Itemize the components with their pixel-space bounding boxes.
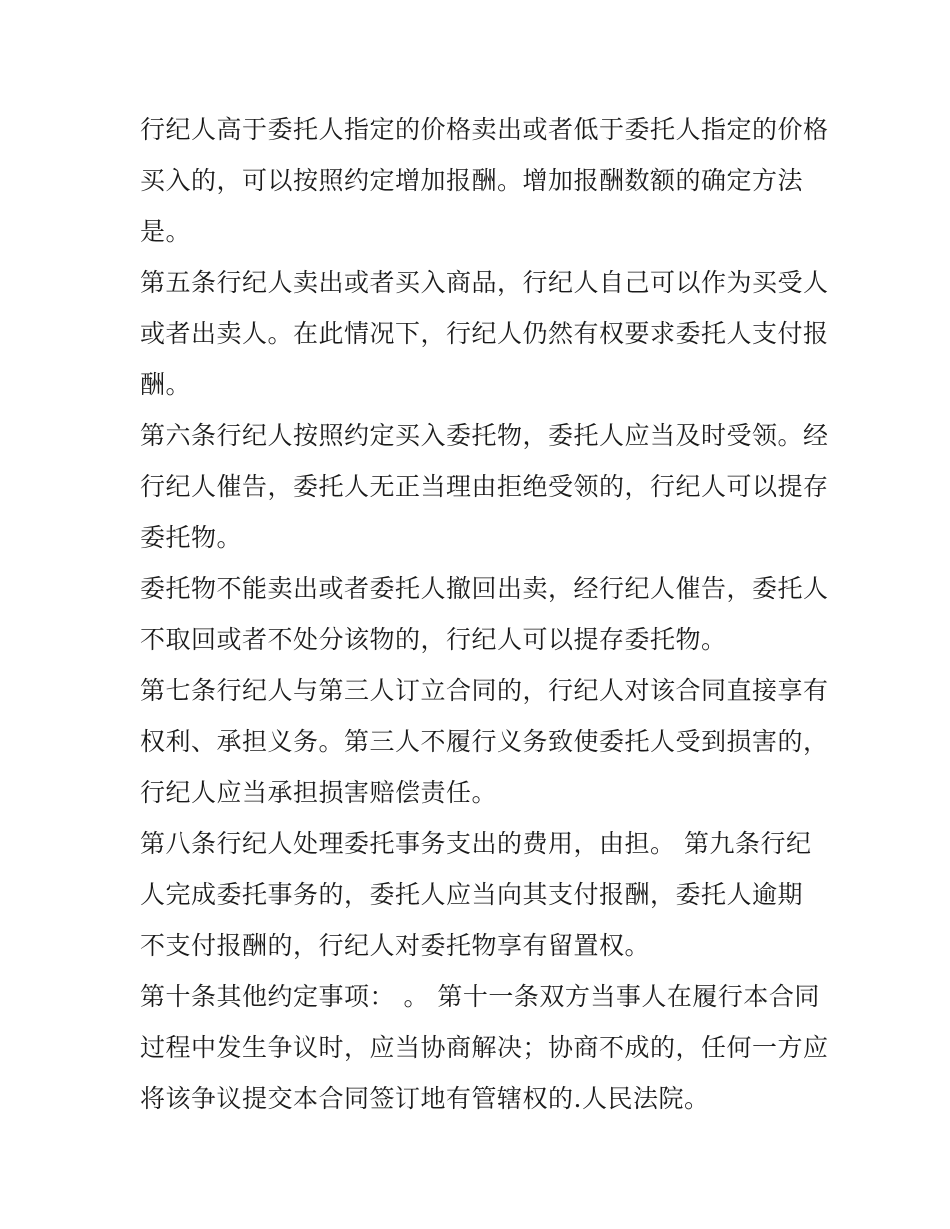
text-line: 人完成委托事务的，委托人应当向其支付报酬，委托人逾期 — [140, 880, 804, 909]
text-line: 委托物。 — [140, 523, 243, 552]
text-line: 第五条行纪人卖出或者买入商品，行纪人自己可以作为买受人 — [140, 268, 829, 297]
text-line: 第六条行纪人按照约定买入委托物，委托人应当及时受领。经 — [140, 421, 829, 450]
text-line: 不支付报酬的，行纪人对委托物享有留置权。 — [140, 931, 651, 960]
text-line: 行纪人催告，委托人无正当理由拒绝受领的，行纪人可以提存 — [140, 472, 829, 501]
text-line: 是。 — [140, 217, 192, 246]
text-line: 买入的，可以按照约定增加报酬。增加报酬数额的确定方法 — [140, 166, 804, 195]
text-line: 酬。 — [140, 370, 192, 399]
text-line: 第十条其他约定事项： 。 第十一条双方当事人在履行本合同 — [140, 982, 820, 1011]
text-line: 或者出卖人。在此情况下，行纪人仍然有权要求委托人支付报 — [140, 319, 829, 348]
text-line: 行纪人应当承担损害赔偿责任。 — [140, 778, 498, 807]
text-line: 行纪人高于委托人指定的价格卖出或者低于委托人指定的价格 — [140, 115, 829, 144]
text-line: 委托物不能卖出或者委托人撤回出卖，经行纪人催告，委托人 — [140, 574, 829, 603]
text-line: 第七条行纪人与第三人订立合同的，行纪人对该合同直接享有 — [140, 676, 829, 705]
text-line: 第八条行纪人处理委托事务支出的费用，由担。 第九条行纪 — [140, 829, 812, 858]
text-line: 不取回或者不处分该物的，行纪人可以提存委托物。 — [140, 625, 727, 654]
text-line: 将该争议提交本合同签订地有管辖权的.人民法院。 — [140, 1084, 710, 1113]
text-line: 过程中发生争议时，应当协商解决；协商不成的，任何一方应 — [140, 1033, 829, 1062]
document-body — [140, 104, 829, 1124]
text-line: 权利、承担义务。第三人不履行义务致使委托人受到损害的， — [140, 727, 829, 756]
